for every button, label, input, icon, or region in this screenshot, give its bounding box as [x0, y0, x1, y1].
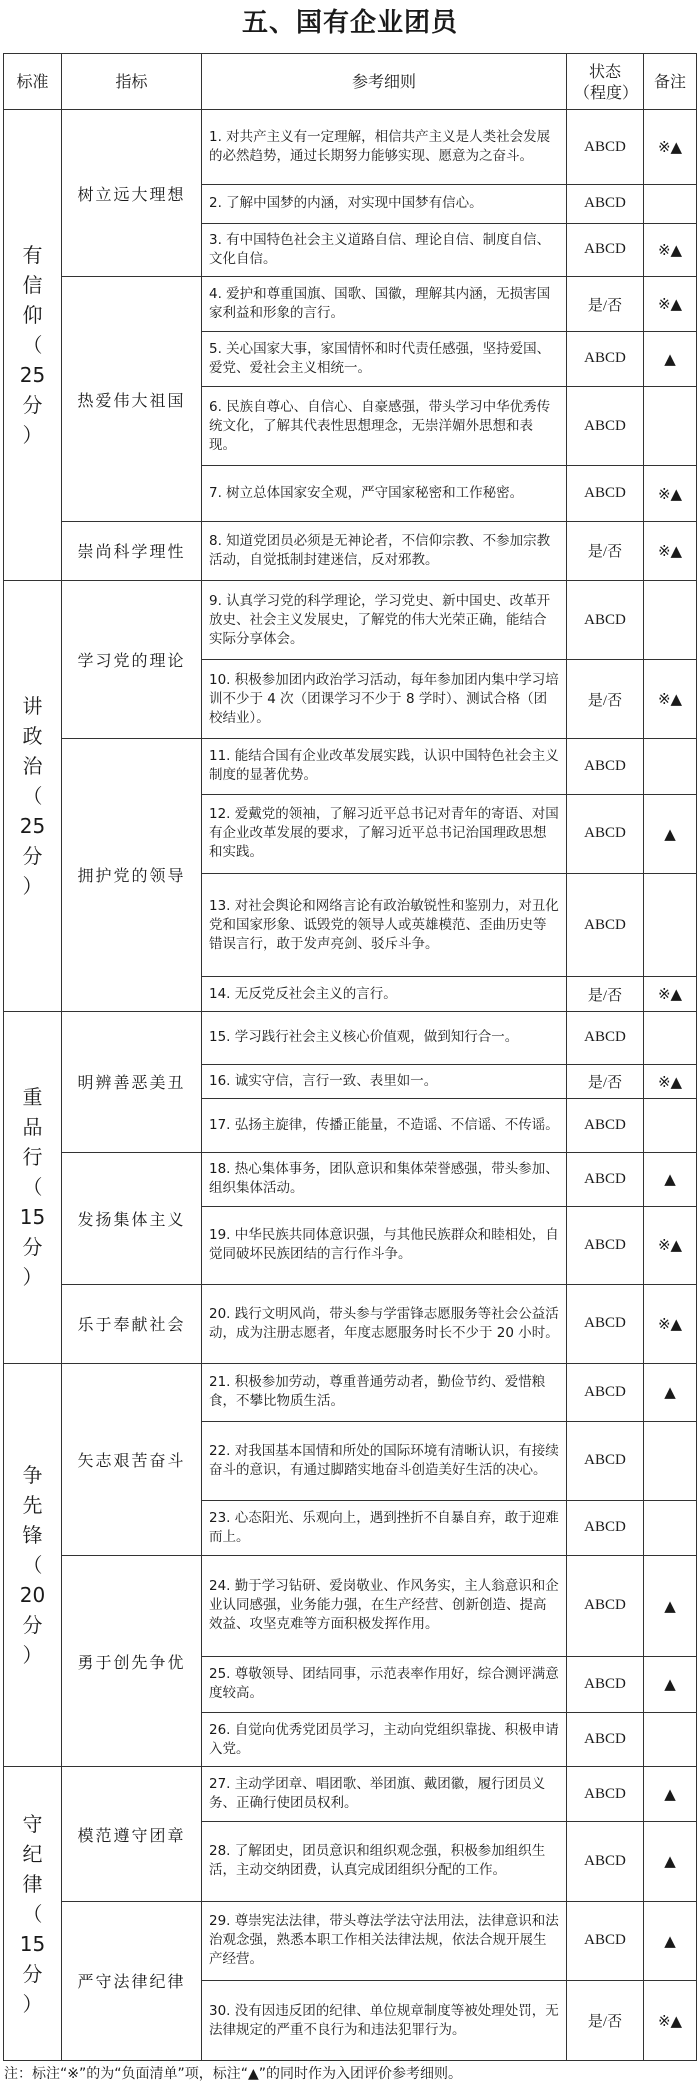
remark-cell: ▲ [644, 1901, 697, 1981]
remark-cell: ※▲ [644, 660, 697, 738]
reference-cell: 5. 关心国家大事，家国情怀和时代责任感强，坚持爱国、爱党、爱社会主义相统一。 [202, 332, 567, 387]
reference-cell: 6. 民族自尊心、自信心、自豪感强，带头学习中华优秀传统文化，了解其代表性思想理念，无崇洋媚外思想和表现。 [202, 386, 567, 466]
indicator-cell: 模范遵守团章 [62, 1767, 202, 1901]
reference-cell: 14. 无反党反社会主义的言行。 [202, 977, 567, 1011]
remark-cell [644, 185, 697, 223]
status-cell: ABCD [567, 1206, 644, 1284]
status-cell: ABCD [567, 185, 644, 223]
indicator-cell: 学习党的理论 [62, 580, 202, 738]
remark-cell: ※▲ [644, 1285, 697, 1363]
reference-cell: 25. 尊敬领导、团结同事，示范表率作用好，综合测评满意度较高。 [202, 1656, 567, 1712]
remark-cell [644, 386, 697, 466]
table-row [4, 1363, 697, 1421]
status-cell: 是/否 [567, 522, 644, 581]
indicator-cell: 明辨善恶美丑 [62, 1011, 202, 1152]
remark-cell: ※▲ [644, 1065, 697, 1099]
remark-cell: ▲ [644, 332, 697, 387]
reference-cell: 18. 热心集体事务，团队意识和集体荣誉感强，带头参加、组织集体活动。 [202, 1153, 567, 1207]
status-cell: ABCD [567, 874, 644, 977]
reference-cell: 28. 了解团史，团员意识和组织观念强，积极参加组织生活，主动交纳团费，认真完成团组织分配的工作。 [202, 1822, 567, 1902]
status-cell: ABCD [567, 1656, 644, 1712]
status-cell: ABCD [567, 1285, 644, 1363]
status-cell: ABCD [567, 1501, 644, 1556]
remark-cell: ▲ [644, 1363, 697, 1421]
table-row [4, 1901, 697, 1981]
remark-cell [644, 1011, 697, 1065]
status-cell: ABCD [567, 110, 644, 185]
remark-cell: ▲ [644, 1822, 697, 1902]
standard-cell: 重 品 行 （ 15 分 ） [4, 1011, 62, 1363]
indicator-cell: 勇于创先争优 [62, 1555, 202, 1767]
table-row [4, 1555, 697, 1656]
indicator-cell: 发扬集体主义 [62, 1153, 202, 1285]
reference-cell: 30. 没有因违反团的纪律、单位规章制度等被处理处罚，无法律规定的严重不良行为和违法犯罪行为。 [202, 1981, 567, 2061]
reference-cell: 27. 主动学团章、唱团歌、举团旗、戴团徽，履行团员义务、正确行使团员权利。 [202, 1767, 567, 1822]
table-row [4, 1285, 697, 1363]
status-cell: ABCD [567, 332, 644, 387]
header-status: 状态（程度） [567, 54, 644, 110]
status-cell: 是/否 [567, 1065, 644, 1099]
remark-cell: ▲ [644, 1656, 697, 1712]
remark-cell: ▲ [644, 1555, 697, 1656]
reference-cell: 3. 有中国特色社会主义道路自信、理论自信、制度自信、文化自信。 [202, 223, 567, 277]
remark-cell [644, 738, 697, 794]
reference-cell: 24. 勤于学习钻研、爱岗敬业、作风务实，主人翁意识和企业认同感强，业务能力强，在生产经营、创新创造、提高效益、攻坚克难等方面积极发挥作用。 [202, 1555, 567, 1656]
remark-cell: ※▲ [644, 522, 697, 581]
status-cell: ABCD [567, 223, 644, 277]
reference-cell: 11. 能结合国有企业改革发展实践，认识中国特色社会主义制度的显著优势。 [202, 738, 567, 794]
standard-cell: 讲 政 治 （ 25 分 ） [4, 580, 62, 1011]
table-row [4, 1153, 697, 1207]
table-row [4, 1011, 697, 1065]
remark-cell [644, 1712, 697, 1767]
reference-cell: 12. 爱戴党的领袖，了解习近平总书记对青年的寄语、对国有企业改革发展的要求，了解习近平总书记治国理政思想和实践。 [202, 794, 567, 874]
reference-cell: 19. 中华民族共同体意识强，与其他民族群众和睦相处，自觉同破坏民族团结的言行作斗争。 [202, 1206, 567, 1284]
reference-cell: 20. 践行文明风尚，带头参与学雷锋志愿服务等社会公益活动，成为注册志愿者，年度志愿服务时长不少于 20 小时。 [202, 1285, 567, 1363]
evaluation-table [3, 53, 697, 2061]
remark-cell [644, 874, 697, 977]
footnote: 注：标注“※”的为“负面清单”项，标注“▲”的同时作为入团评价参考细则。 [4, 2066, 463, 2082]
standard-cell: 守 纪 律 （ 15 分 ） [4, 1767, 62, 2061]
status-cell: ABCD [567, 1011, 644, 1065]
status-cell: ABCD [567, 1421, 644, 1501]
status-cell: 是/否 [567, 660, 644, 738]
reference-cell: 8. 知道党团员必须是无神论者，不信仰宗教、不参加宗教活动，自觉抵制封建迷信，反对邪教。 [202, 522, 567, 581]
status-cell: ABCD [567, 580, 644, 660]
remark-cell: ※▲ [644, 110, 697, 185]
reference-cell: 15. 学习践行社会主义核心价值观，做到知行合一。 [202, 1011, 567, 1065]
remark-cell: ※▲ [644, 277, 697, 332]
reference-cell: 7. 树立总体国家安全观，严守国家秘密和工作秘密。 [202, 466, 567, 522]
reference-cell: 16. 诚实守信，言行一致、表里如一。 [202, 1065, 567, 1099]
indicator-cell: 崇尚科学理性 [62, 522, 202, 581]
reference-cell: 23. 心态阳光、乐观向上，遇到挫折不自暴自弃，敢于迎难而上。 [202, 1501, 567, 1556]
status-cell: 是/否 [567, 1981, 644, 2061]
standard-cell: 争 先 锋 （ 20 分 ） [4, 1363, 62, 1767]
standard-cell: 有 信 仰 （ 25 分 ） [4, 110, 62, 581]
status-cell: ABCD [567, 1099, 644, 1153]
reference-cell: 4. 爱护和尊重国旗、国歌、国徽，理解其内涵，无损害国家利益和形象的言行。 [202, 277, 567, 332]
remark-cell: ※▲ [644, 1981, 697, 2061]
remark-cell: ※▲ [644, 977, 697, 1011]
remark-cell: ※▲ [644, 466, 697, 522]
reference-cell: 29. 尊崇宪法法律，带头尊法学法守法用法，法律意识和法治观念强，熟悉本职工作相关法律法规，依法合规开展生产经营。 [202, 1901, 567, 1981]
table-row [4, 110, 697, 185]
remark-cell [644, 1421, 697, 1501]
remark-cell: ▲ [644, 1767, 697, 1822]
status-cell: 是/否 [567, 977, 644, 1011]
table-header-row [4, 54, 697, 110]
header-indicator: 指标 [62, 54, 202, 110]
indicator-cell: 热爱伟大祖国 [62, 277, 202, 522]
reference-cell: 2. 了解中国梦的内涵，对实现中国梦有信心。 [202, 185, 567, 223]
header-reference: 参考细则 [202, 54, 567, 110]
table-row [4, 277, 697, 332]
table-row [4, 580, 697, 660]
remark-cell: ▲ [644, 1153, 697, 1207]
table-row [4, 522, 697, 581]
status-cell: ABCD [567, 1901, 644, 1981]
table-row [4, 1767, 697, 1822]
header-standard: 标准 [4, 54, 62, 110]
status-cell: ABCD [567, 1712, 644, 1767]
status-cell: ABCD [567, 466, 644, 522]
status-cell: ABCD [567, 794, 644, 874]
indicator-cell: 乐于奉献社会 [62, 1285, 202, 1363]
indicator-cell: 树立远大理想 [62, 110, 202, 277]
reference-cell: 22. 对我国基本国情和所处的国际环境有清晰认识，有接续奋斗的意识，有通过脚踏实地奋斗创造美好生活的决心。 [202, 1421, 567, 1501]
reference-cell: 9. 认真学习党的科学理论，学习党史、新中国史、改革开放史、社会主义发展史，了解党的伟大光荣正确，能结合实际分享体会。 [202, 580, 567, 660]
remark-cell [644, 1099, 697, 1153]
status-cell: ABCD [567, 738, 644, 794]
remark-cell: ▲ [644, 794, 697, 874]
indicator-cell: 矢志艰苦奋斗 [62, 1363, 202, 1555]
reference-cell: 17. 弘扬主旋律，传播正能量，不造谣、不信谣、不传谣。 [202, 1099, 567, 1153]
status-cell: 是/否 [567, 277, 644, 332]
status-cell: ABCD [567, 1822, 644, 1902]
page-title: 五、国有企业团员 [241, 7, 458, 38]
status-cell: ABCD [567, 1363, 644, 1421]
header-remark: 备注 [644, 54, 697, 110]
status-cell: ABCD [567, 1767, 644, 1822]
reference-cell: 13. 对社会舆论和网络言论有政治敏锐性和鉴别力，对丑化党和国家形象、诋毁党的领导人或英雄模范、歪曲历史等错误言行，敢于发声亮剑、驳斥斗争。 [202, 874, 567, 977]
remark-cell: ※▲ [644, 1206, 697, 1284]
reference-cell: 10. 积极参加团内政治学习活动，每年参加团内集中学习培训不少于 4 次（团课学习不少于 8 学时）、测试合格（团校结业）。 [202, 660, 567, 738]
indicator-cell: 拥护党的领导 [62, 738, 202, 1011]
indicator-cell: 严守法律纪律 [62, 1901, 202, 2060]
status-cell: ABCD [567, 1153, 644, 1207]
reference-cell: 26. 自觉向优秀党团员学习，主动向党组织靠拢、积极申请入党。 [202, 1712, 567, 1767]
reference-cell: 1. 对共产主义有一定理解，相信共产主义是人类社会发展的必然趋势，通过长期努力能够实现、愿意为之奋斗。 [202, 110, 567, 185]
remark-cell: ※▲ [644, 223, 697, 277]
table-row [4, 738, 697, 794]
status-cell: ABCD [567, 386, 644, 466]
remark-cell [644, 1501, 697, 1556]
status-cell: ABCD [567, 1555, 644, 1656]
remark-cell [644, 580, 697, 660]
reference-cell: 21. 积极参加劳动，尊重普通劳动者，勤俭节约、爱惜粮食，不攀比物质生活。 [202, 1363, 567, 1421]
